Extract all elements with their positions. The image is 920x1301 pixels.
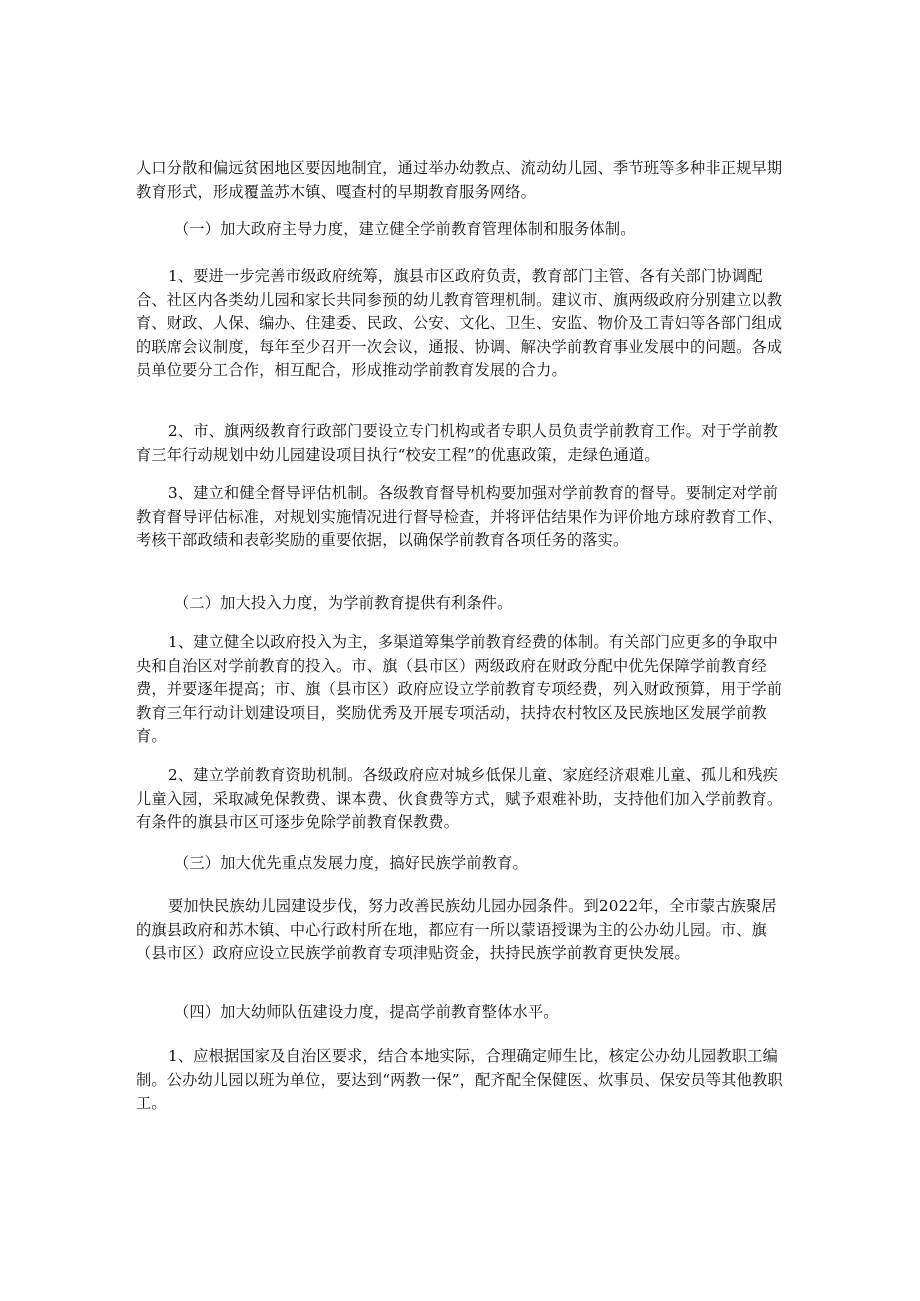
paragraph-continuation: 人口分散和偏远贫困地区要因地制宜，通过举办幼教点、流动幼儿园、季节班等多种非正规早期教育形式，形成覆盖苏木镇、嘎查村的早期教育服务网络。: [136, 159, 783, 201]
paragraph-1-3: 3、建立和健全督导评估机制。各级教育督导机构要加强对学前教育的督导。要制定对学前教育督导评估标准，对规划实施情况进行督导检查，并将评估结果作为评价地方球府教育工作、考核干部政绩和表彰奖励的重要依据，以确保学前教育各项任务的落实。: [136, 484, 783, 550]
paragraph-1-2: 2、市、旗两级教育行政部门要设立专门机构或者专职人员负责学前教育工作。对于学前教育三年行动规划中幼儿园建设项目执行“校安工程”的优惠政策，走绿色通道。: [136, 422, 778, 464]
paragraph-2-2: 2、建立学前教育资助机制。各级政府应对城乡低保儿童、家庭经济艰难儿童、孤儿和残疾儿童入园，采取减免保教费、课本费、伙食费等方式，赋予艰难补助，支持他们加入学前教育。有条件的旗县市区可逐步免除学前教育保教费。: [136, 766, 783, 832]
paragraph-2-1: 1、建立健全以政府投入为主，多渠道筹集学前教育经费的体制。有关部门应更多的争取中央和自治区对学前教育的投入。市、旗（县市区）两级政府在财政分配中优先保障学前教育经费，并要逐年提高；市、旗（县市区）政府应设立学前教育专项经费，列入财政预算，用于学前教育三年行动计划建设项目，奖励优秀及开展专项活动，扶持农村牧区及民族地区发展学前教育。: [136, 633, 783, 746]
paragraph-4-1: 1、应根据国家及自治区要求，结合本地实际，合理确定师生比，核定公办幼儿园教职工编制。公办幼儿园以班为单位，要达到“两教一保”，配齐配全保健医、炊事员、保安员等其他教职工。: [136, 1047, 783, 1113]
paragraph-3-1: 要加快民族幼儿园建设步伐，努力改善民族幼儿园办园条件。到2022年，全市蒙古族聚居的旗县政府和苏木镇、中心行政村所在地，都应有一所以蒙语授课为主的公办幼儿园。市、旗（县市区）政府应设立民族学前教育专项津贴资金，扶持民族学前教育更快发展。: [136, 897, 777, 963]
section-heading-1: （一）加大政府主导力度，建立健全学前教育管理体制和服务体制。: [174, 220, 636, 238]
section-heading-3: （三）加大优先重点发展力度，搞好民族学前教育。: [174, 854, 528, 872]
section-heading-2: （二）加大投入力度，为学前教育提供有利条件。: [174, 594, 513, 612]
section-heading-4: （四）加大幼师队伍建设力度，提高学前教育整体水平。: [174, 1003, 559, 1021]
paragraph-1-1: 1、要进一步完善市级政府统筹，旗县市区政府负责，教育部门主管、各有关部门协调配合、社区内各类幼儿园和家长共同参预的幼儿教育管理机制。建议市、旗两级政府分别建立以教育、财政、人保、编办、住建委、民政、公安、文化、卫生、安监、物价及工青妇等各部门组成的联席会议制度，每年至少召开一次会议，通报、协调、解决学前教育事业发展中的问题。各成员单位要分工合作，相互配合，形成推动学前教育发展的合力。: [136, 267, 783, 380]
